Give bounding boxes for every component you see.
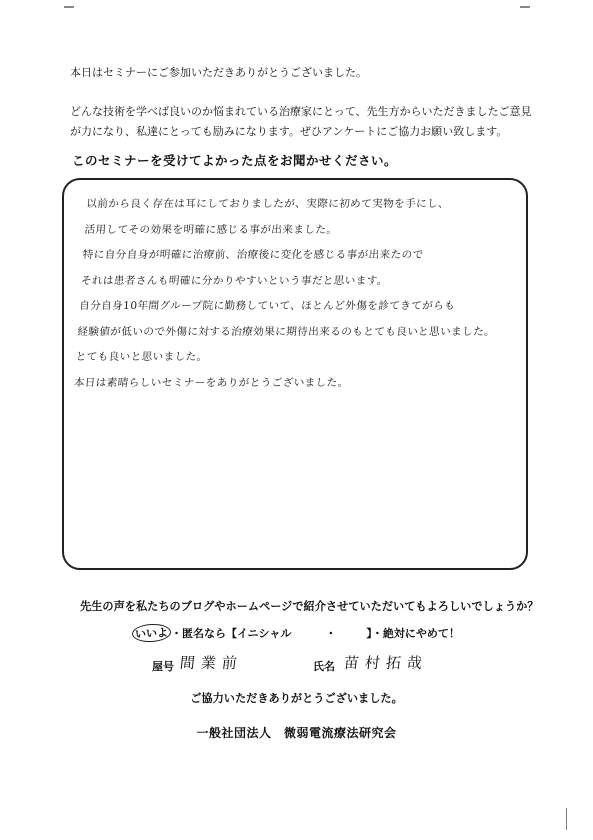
answer-line: 特に自分自身が明確に治療前、治療後に変化を感じる事が出来たので [82,249,424,261]
handwritten-answer [73,192,527,396]
answer-line: それは患者さんも明確に分かりやすいという事だと思います。 [80,274,389,287]
intro-greeting: 本日はセミナーにご参加いただきありがとうございました。 [70,66,367,79]
question-publish-permission: 先生の声を私たちのブログやホームページで紹介させていただいてもよろしいでしょうか？ [80,600,539,613]
option-anonymous[interactable]: ・匿名なら【イニシャル [171,627,292,640]
shop-name-value[interactable]: 間業前 [179,654,244,672]
option-refuse[interactable]: 】・絶対にやめて！ [366,627,460,640]
answer-line: 自分自身10年間グループ院に勤務していて、ほとんど外傷を診てきてがらも [78,300,456,312]
option-yes-circled[interactable]: いいよ [132,623,172,643]
answer-box [62,178,528,570]
answer-line: 経験値が低いので外傷に対する治療効果に期待出来るのもとても良いと思いました。 [76,325,496,338]
shop-name-label: 屋号 [152,660,174,673]
organization-name: 一般社団法人 微弱電流療法研究会 [196,726,397,740]
person-name-value[interactable]: 苗村拓哉 [343,654,429,672]
answer-line: 活用してその効果を明確に感じる事が出来ました。 [84,223,338,236]
consent-options [132,624,460,642]
initial-separator: ・ [325,627,337,640]
scan-mark-right [520,6,530,8]
answer-line: 以前から良く存在は耳にしておりましたが、実際に初めて実物を手にし、 [85,198,450,210]
person-name-label: 氏名 [313,660,335,673]
answer-line: 本日は素晴らしいセミナーをありがとうございました。 [73,376,350,389]
question-good-points: このセミナーを受けてよかった点をお聞かせください。 [72,153,398,168]
intro-request: どんな技術を学べば良いのか悩まれている治療家にとって、先生方からいただきましたご意見が力になり、私達にとっても励みになります。ぜひアンケートにご協力お願い致します。 [70,105,532,138]
scan-mark-bottom [566,808,573,830]
scan-mark-left [64,6,74,8]
thanks-message: ご協力いただきありがとうございました。 [190,692,403,705]
answer-line: とても良いと思いました。 [75,351,208,363]
